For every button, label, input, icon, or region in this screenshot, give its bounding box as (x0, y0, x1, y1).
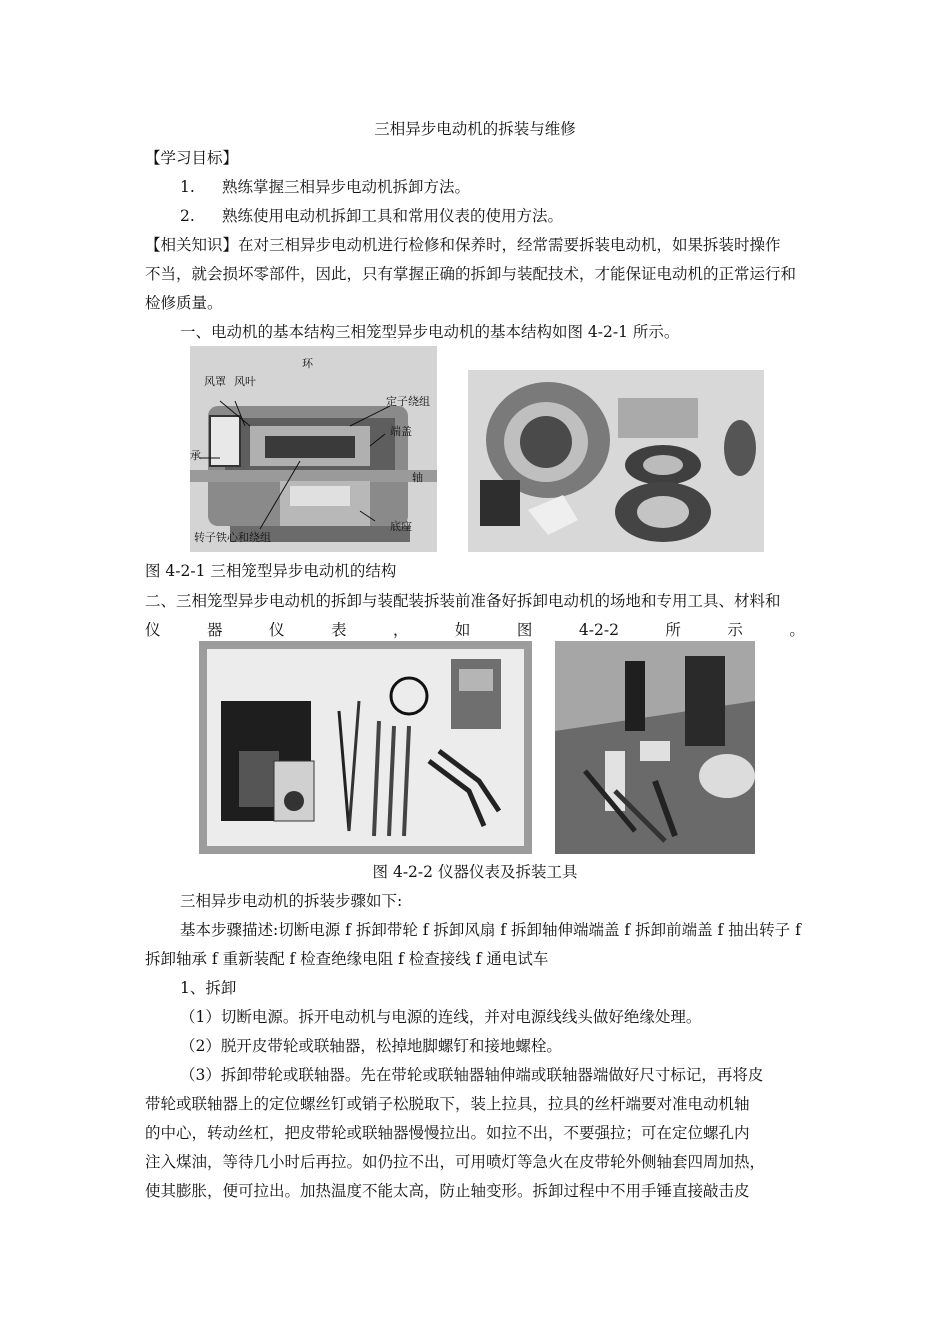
subsection-heading: 1、拆卸 (180, 979, 237, 997)
diagram-label: 环 (302, 357, 313, 370)
diagram-label: 承 (190, 449, 201, 462)
procedure-item: （3）拆卸带轮或联轴器。先在带轮或联轴器轴伸端或联轴器端做好尺寸标记，再将皮 (180, 1066, 764, 1084)
justified-word: 。 (789, 621, 805, 639)
objective-number: 1. (180, 178, 195, 196)
motor-cutaway-diagram (190, 346, 437, 552)
diagram-label: 端盖 (390, 425, 412, 438)
figure-caption: 图 4-2-1 三相笼型异步电动机的结构 (145, 562, 397, 580)
diagram-label: 定子绕组 (386, 395, 430, 408)
justified-word: 如 (454, 621, 471, 639)
justified-word: 示 (727, 621, 743, 639)
section-2-justified-line (145, 620, 805, 640)
procedure-item-line: 的中心，转动丝杠，把皮带轮或联轴器慢慢拉出。如拉不出，不要强拉；可在定位螺孔内 (145, 1124, 750, 1142)
procedure-item-line: 带轮或联轴器上的定位螺丝钉或销子松脱取下，装上拉具，拉具的丝杆端要对准电动机轴 (145, 1095, 750, 1113)
procedure-item: （2）脱开皮带轮或联轴器，松掉地脚螺钉和接地螺栓。 (180, 1037, 562, 1055)
objectives-heading: 【学习目标】 (145, 149, 239, 167)
diagram-label: 风罩 (204, 375, 226, 388)
diagram-label: 轴 (412, 471, 423, 484)
steps-line: 拆卸轴承 f 重新装配 f 检查绝缘电阻 f 检查接线 f 通电试车 (145, 950, 549, 968)
disassembled-motor-photo (468, 370, 764, 552)
objective-number: 2. (180, 207, 195, 225)
instruments-tools-photo (199, 641, 532, 854)
justified-word: 仪 (145, 621, 161, 639)
justified-word: ， (392, 621, 409, 639)
diagram-label: 底座 (390, 520, 412, 533)
objective-text: 熟练掌握三相异步电动机拆卸方法。 (222, 178, 471, 196)
section-2-heading: 二、三相笼型异步电动机的拆卸与装配装拆装前准备好拆卸电动机的场地和专用工具、材料和 (145, 592, 781, 610)
figure-caption: 图 4-2-2 仪器仪表及拆装工具 (372, 863, 578, 881)
knowledge-paragraph-line: 不当，就会损坏零部件，因此，只有掌握正确的拆卸与装配技术，才能保证电动机的正常运行和 (145, 265, 797, 283)
tools-materials-photo (555, 641, 755, 854)
justified-word: 器 (206, 621, 223, 639)
justified-word: 表 (330, 621, 347, 639)
steps-intro: 三相异步电动机的拆装步骤如下: (180, 892, 403, 910)
justified-word: 仪 (268, 621, 285, 639)
justified-word: 所 (665, 621, 681, 639)
section-1-heading: 一、电动机的基本结构三相笼型异步电动机的基本结构如图 4-2-1 所示。 (180, 323, 680, 341)
steps-line: 基本步骤描述:切断电源 f 拆卸带轮 f 拆卸风扇 f 拆卸轴伸端端盖 f 拆卸前端盖 f 抽出转子 f (180, 921, 801, 939)
instruments-tools-drawing (199, 641, 532, 854)
knowledge-paragraph-line: 【相关知识】在对三相异步电动机进行检修和保养时，经常需要拆装电动机，如果拆装时操作 (145, 236, 781, 254)
tools-materials-drawing (555, 641, 755, 854)
procedure-item-line: 使其膨胀，便可拉出。加热温度不能太高，防止轴变形。拆卸过程中不用手锤直接敲击皮 (145, 1182, 750, 1200)
procedure-item-line: 注入煤油，等待几小时后再拉。如仍拉不出，可用喷灯等急火在皮带轮外侧轴套四周加热， (145, 1153, 766, 1171)
document-title: 三相异步电动机的拆装与维修 (374, 120, 576, 138)
knowledge-paragraph-line: 检修质量。 (145, 294, 223, 312)
objective-text: 熟练使用电动机拆卸工具和常用仪表的使用方法。 (222, 207, 564, 225)
diagram-label: 转子铁心和绕组 (194, 531, 271, 544)
justified-word: 图 (516, 621, 533, 639)
diagram-label: 风叶 (234, 375, 256, 388)
disassembled-motor-drawing (468, 370, 764, 552)
procedure-item: （1）切断电源。拆开电动机与电源的连线，并对电源线线头做好绝缘处理。 (180, 1008, 702, 1026)
justified-word: 4-2-2 (578, 621, 619, 639)
